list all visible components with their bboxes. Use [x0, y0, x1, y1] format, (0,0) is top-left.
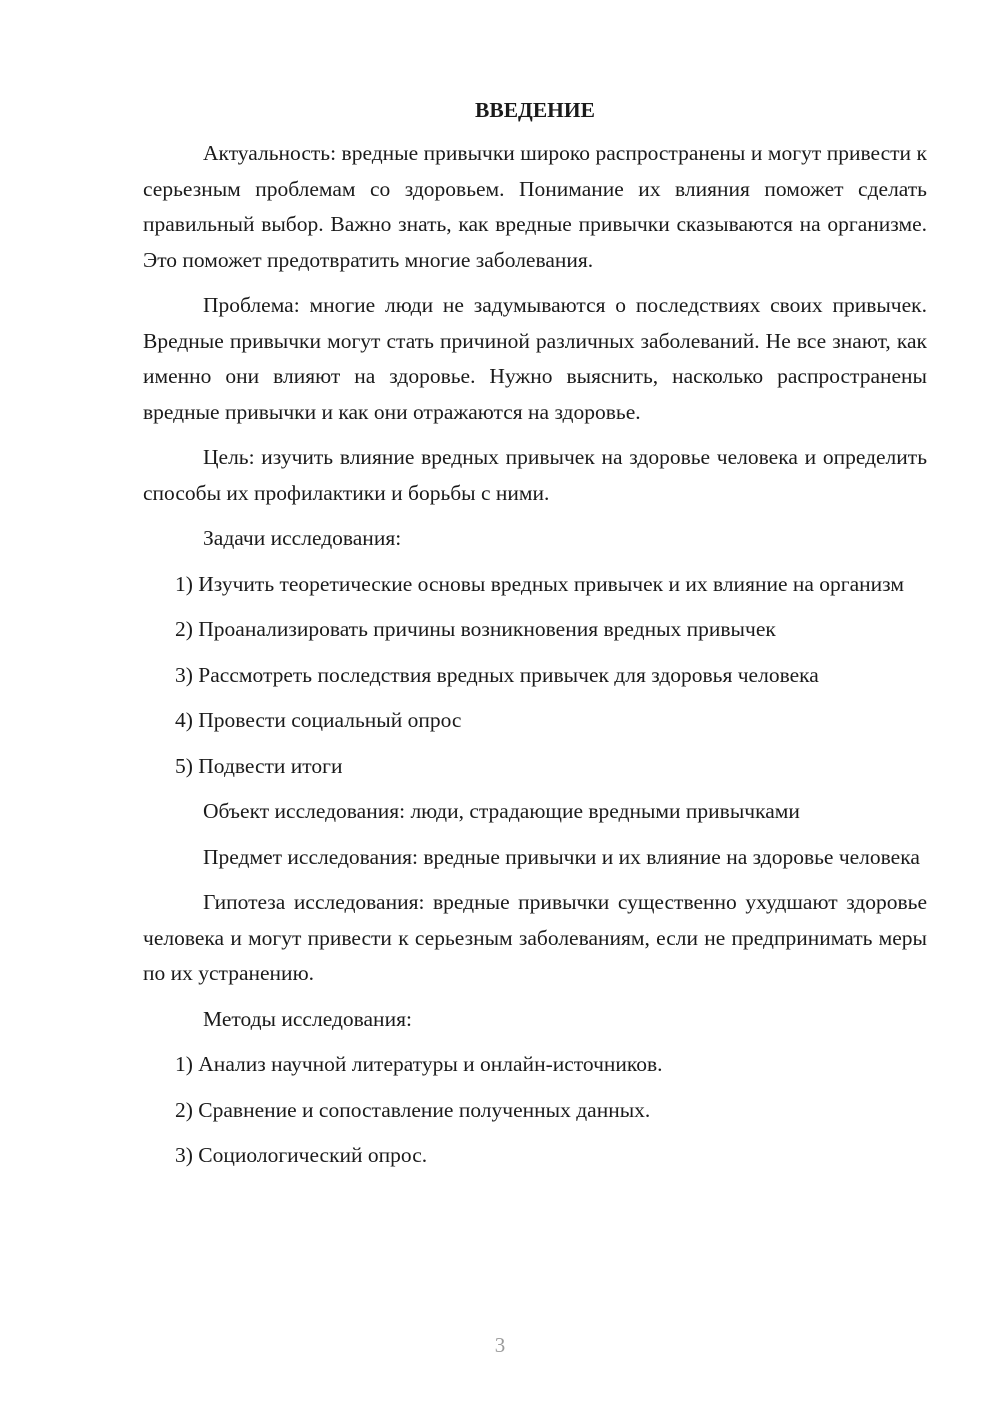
object-paragraph: Объект исследования: люди, страдающие вредными привычками: [203, 799, 800, 823]
page-title: ВВЕДЕНИЕ: [475, 98, 595, 122]
task-item: 1) Изучить теоретические основы вредных привычек и их влияние на организм: [175, 571, 904, 596]
task-item: 2) Проанализировать причины возникновения вредных привычек: [175, 617, 776, 641]
subject-paragraph: Предмет исследования: вредные привычки и их влияние на здоровье человека: [203, 844, 920, 869]
task-item: 3) Рассмотреть последствия вредных привычек для здоровья человека: [175, 662, 819, 687]
method-item: 3) Социологический опрос.: [175, 1143, 428, 1167]
relevance-paragraph: Актуальность: вредные привычки широко распространены и могут привести к серьезным проблемам со здоровьем. Понимание их влияния поможет сделать правильный выбор. Важно знать, как вредные привычки сказываются на организме. Это поможет предотвратить многие заболевания.: [143, 141, 927, 272]
task-item: 4) Провести социальный опрос: [175, 708, 462, 732]
hypothesis-paragraph: Гипотеза исследования: вредные привычки существенно ухудшают здоровье человека и могут привести к серьезным заболеваниям, если не предпринимать меры по их устранению.: [143, 890, 927, 985]
page-number: 3: [494, 1333, 506, 1357]
problem-paragraph: Проблема: многие люди не задумываются о последствиях своих привычек. Вредные привычки могут стать причиной различных заболеваний. Не все знают, как именно они влияют на здоровье. Нужно выяснить, насколько распространены вредные привычки и как они отражаются на здоровье.: [143, 293, 927, 424]
method-item: 1) Анализ научной литературы и онлайн-источников.: [175, 1052, 663, 1076]
document-page: [143, 92, 927, 1184]
task-item: 5) Подвести итоги: [175, 753, 343, 778]
method-item: 2) Сравнение и сопоставление полученных данных.: [175, 1097, 651, 1122]
tasks-heading: Задачи исследования:: [203, 526, 402, 550]
goal-paragraph: Цель: изучить влияние вредных привычек на здоровье человека и определить способы их профилактики и борьбы с ними.: [143, 445, 927, 505]
methods-heading: Методы исследования:: [203, 1006, 412, 1031]
